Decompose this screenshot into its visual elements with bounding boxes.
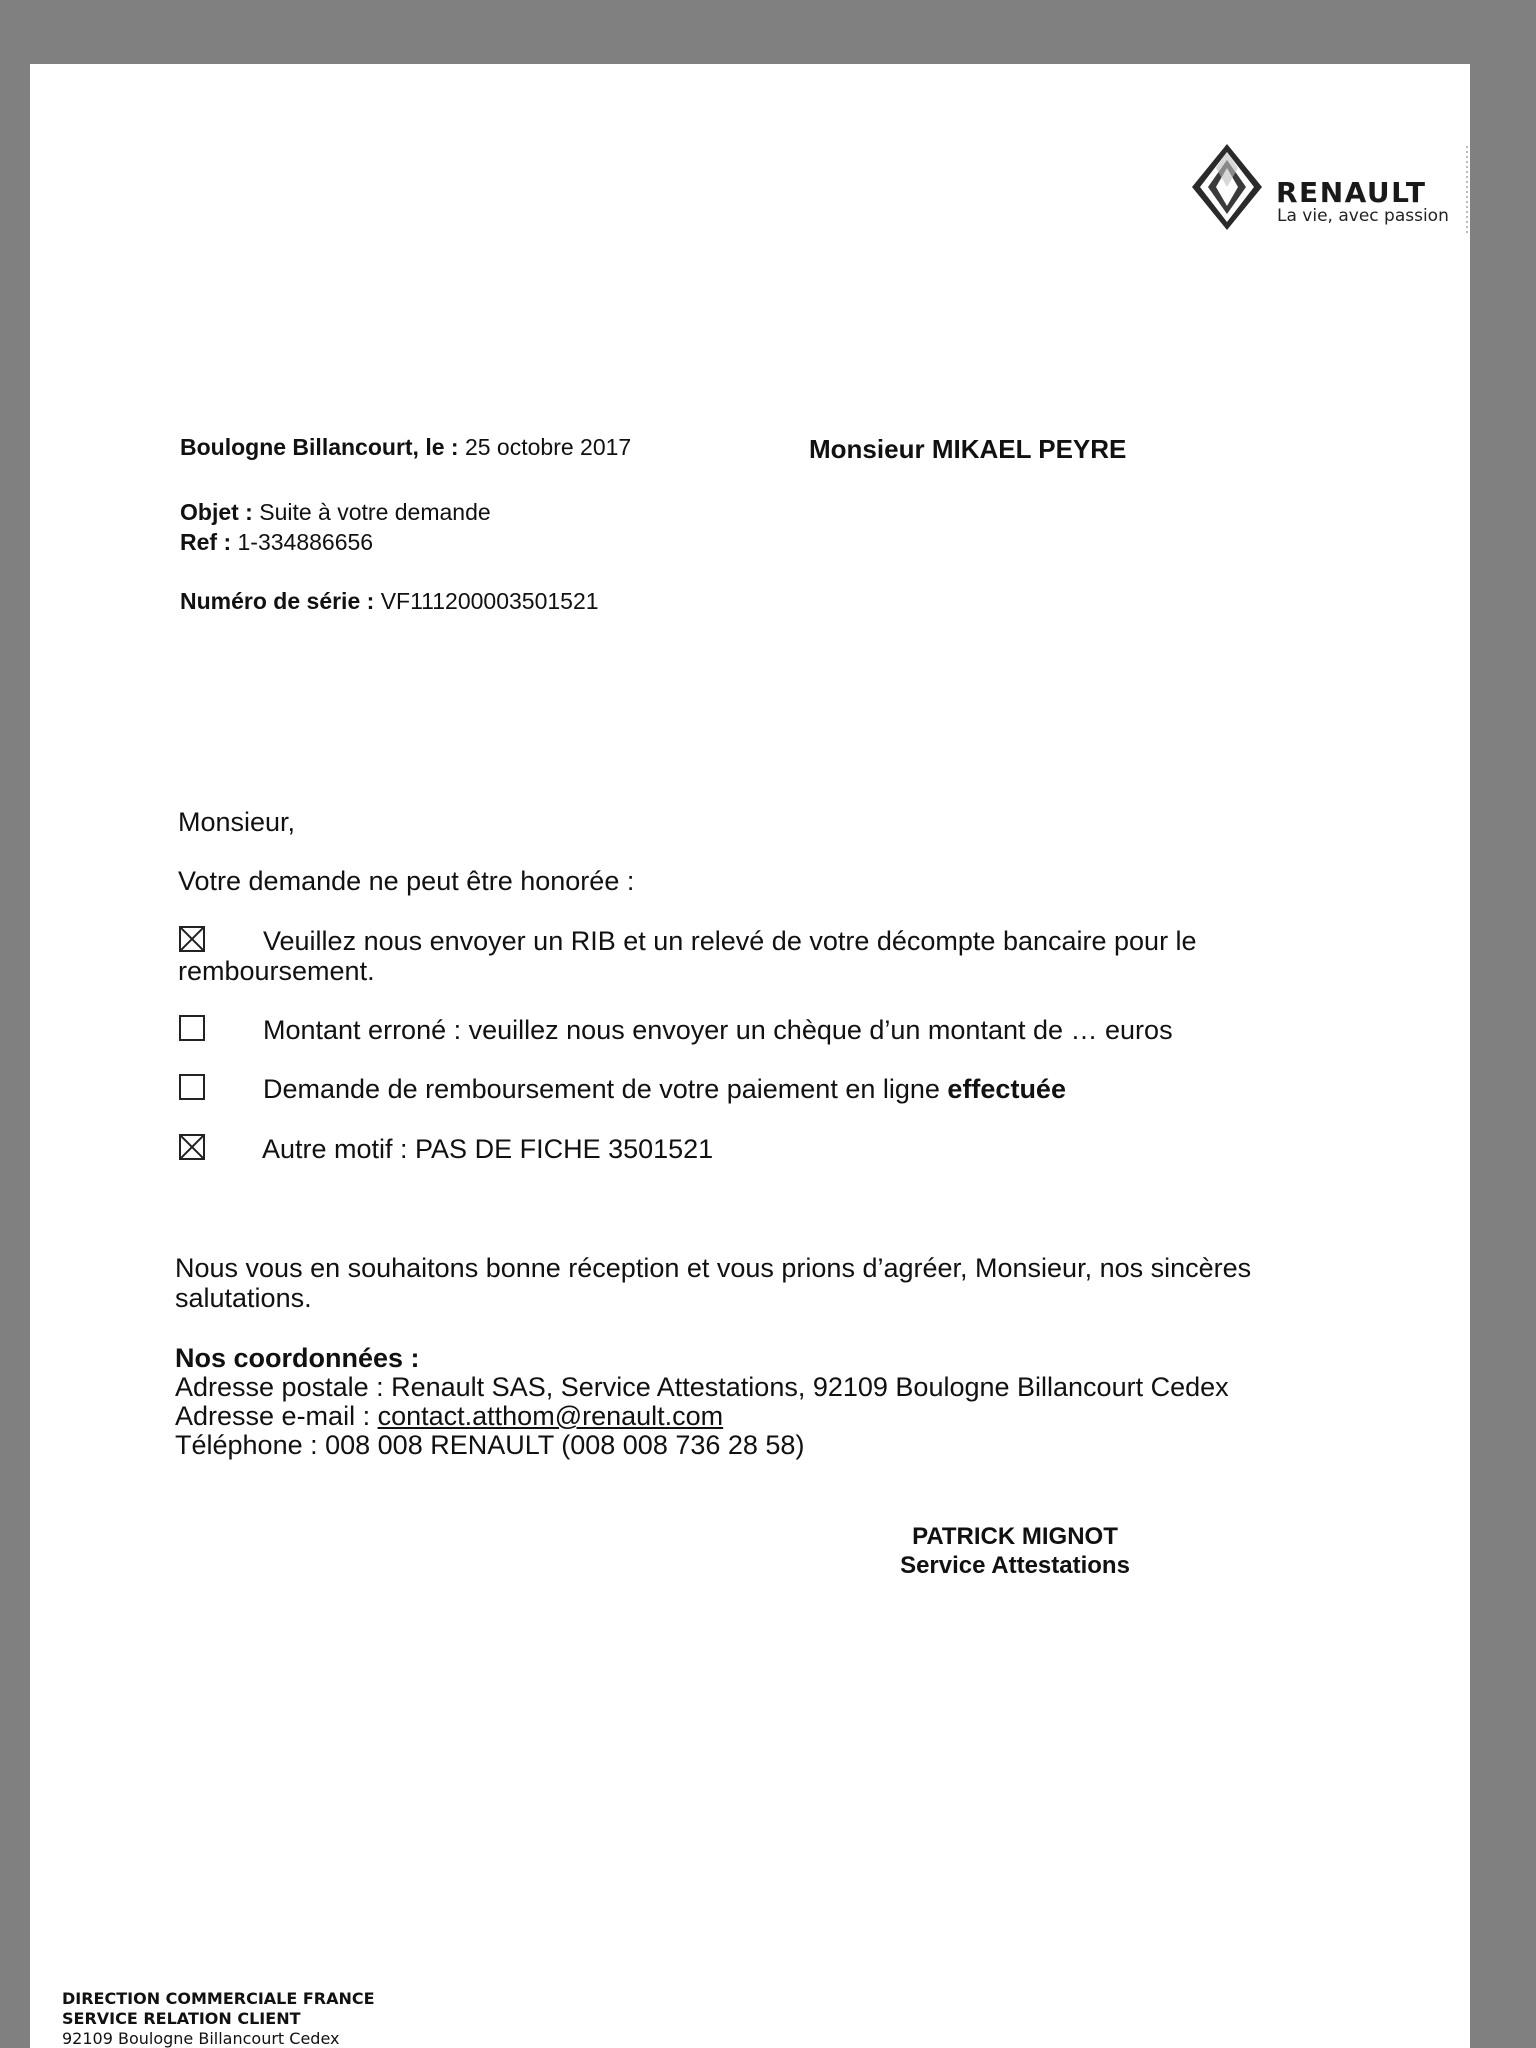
footer-line-1: DIRECTION COMMERCIALE FRANCE	[62, 1989, 375, 2008]
option-text-refund-bold: effectuée	[947, 1074, 1066, 1104]
object-value: Suite à votre demande	[259, 499, 491, 525]
email-label: Adresse e-mail :	[175, 1401, 371, 1431]
contacts-heading: Nos coordonnées :	[175, 1343, 420, 1373]
recipient-line	[809, 434, 1126, 465]
option-text-rib: Veuillez nous envoyer un RIB et un relevé de votre décompte bancaire pour le	[263, 926, 1197, 956]
serial-label: Numéro de série :	[180, 588, 375, 614]
option-text-rib-cont: remboursement.	[178, 956, 375, 986]
intro-text: Votre demande ne peut être honorée :	[178, 866, 635, 896]
ref-value: 1-334886656	[237, 529, 374, 555]
option-checkbox-refund	[179, 1074, 205, 1100]
signatory-department: Service Attestations	[900, 1552, 1130, 1579]
option-checkbox-amount	[179, 1015, 205, 1041]
option-text-amount: Montant erroné : veuillez nous envoyer un chèque d’un montant de … euros	[263, 1015, 1173, 1045]
footer-line-2: SERVICE RELATION CLIENT	[62, 2009, 301, 2028]
serial-line	[180, 588, 599, 615]
signatory-name: PATRICK MIGNOT	[912, 1523, 1118, 1550]
contacts-email-line	[175, 1401, 723, 1432]
renault-diamond-icon	[1190, 142, 1264, 232]
footer-line-3: 92109 Boulogne Billancourt Cedex	[62, 2029, 340, 2048]
brand-name: RENAULT	[1276, 176, 1427, 209]
brand-tagline: La vie, avec passion	[1277, 206, 1449, 226]
option-text-other: Autre motif : PAS DE FICHE 3501521	[262, 1134, 714, 1164]
option-checkbox-other	[179, 1134, 205, 1160]
contacts-postal: Adresse postale : Renault SAS, Service Attestations, 92109 Boulogne Billancourt Cedex	[175, 1372, 1229, 1402]
option-checkbox-rib	[179, 926, 205, 952]
contacts-phone: Téléphone : 008 008 RENAULT (008 008 736 28 58)	[175, 1430, 805, 1460]
ref-label: Ref :	[180, 529, 232, 555]
salutation: Monsieur,	[178, 807, 296, 837]
scan-edge-marks	[1466, 146, 1468, 236]
letter-date: 25 octobre 2017	[464, 434, 632, 460]
recipient-name: MIKAEL PEYRE	[931, 434, 1127, 464]
recipient-title: Monsieur	[809, 434, 925, 464]
closing-line-1: Nous vous en souhaitons bonne réception et vous prions d’agréer, Monsieur, nos sincères	[175, 1253, 1252, 1283]
object-line	[180, 499, 491, 526]
ref-line	[180, 529, 373, 556]
letter-page	[30, 64, 1470, 2048]
option-text-refund	[263, 1074, 1066, 1105]
serial-value: VF111200003501521	[380, 588, 599, 614]
option-text-refund-main: Demande de remboursement de votre paiement en ligne	[263, 1074, 940, 1104]
place-label: Boulogne Billancourt, le :	[180, 434, 459, 460]
closing-line-2: salutations.	[175, 1283, 312, 1313]
object-label: Objet :	[180, 499, 253, 525]
email-link[interactable]: contact.atthom@renault.com	[377, 1401, 724, 1431]
place-date-line	[180, 434, 631, 461]
